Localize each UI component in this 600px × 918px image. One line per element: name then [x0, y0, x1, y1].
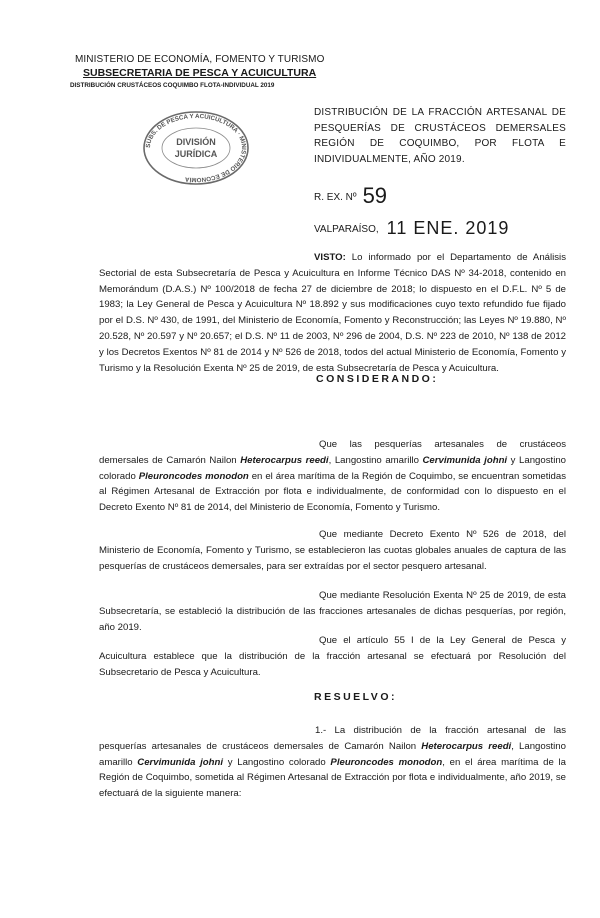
species-name: Cervimunida johni — [422, 454, 508, 466]
considerando-paragraph-3: Que mediante Resolución Exenta Nº 25 de 2019, de esta Subsecretaría, se estableció la distribución de las fracciones artesanales de dichas pesquerías, por región, año 2019. — [99, 590, 566, 633]
text-run: y Langostino colorado — [223, 756, 331, 768]
considerando-paragraph-2: Que mediante Decreto Exento Nº 526 de 2018, del Ministerio de Economía, Fomento y Turismo, se establecieron las cuotas globales anuales de captura de las pesquerías de crustáceos demersales, para ser extraídas por el sector pesquero artesanal. — [99, 529, 566, 572]
place-date-line — [314, 218, 509, 239]
text-run: en el área marítima de la Región de Coquimbo, se encuentran sometidas al Régimen Artesanal de Extracción por flota e individualmente, de conformidad con lo dispuesto en el Decreto Exento Nº 81 de 2014, del Ministerio de Economía, Fomento y Turismo. — [99, 470, 566, 514]
resolution-label: R. EX. Nº — [314, 192, 357, 203]
subject-line: DISTRIBUCIÓN CRUSTÁCEOS COQUIMBO FLOTA-INDIVIDUAL 2019 — [70, 82, 275, 89]
text-run: 1.- La distribución de la fracción artesanal de las pesquerías artesanales de crustáceos demersales de Camarón Nailon — [99, 725, 566, 752]
resuelvo-paragraph-1 — [99, 723, 566, 802]
place-label: VALPARAÍSO, — [314, 224, 379, 235]
text-run: , Langostino amarillo — [328, 454, 423, 466]
considerando-paragraph-1 — [99, 437, 566, 516]
considerando-paragraph-4: Que el artículo 55 I de la Ley General de Pesca y Acuicultura establece que la distribución de la fracción artesanal se efectuará por Resolución del Subsecretario de Pesca y Acuicultura. — [99, 635, 566, 678]
resuelvo-heading: RESUELVO: — [314, 691, 397, 703]
species-name: Cervimunida johni — [137, 756, 224, 768]
species-name: Pleuroncodes monodon — [330, 756, 443, 768]
resolution-number: 59 — [362, 183, 388, 208]
species-name: Pleuroncodes monodon — [138, 470, 249, 482]
division-juridica-stamp — [140, 108, 252, 188]
subsecretaria-heading: SUBSECRETARIA DE PESCA Y ACUICULTURA — [83, 67, 317, 79]
text-run: , Langostino amarillo — [99, 740, 566, 768]
stamp-center-line1: DIVISIÓN — [176, 137, 216, 147]
stamp-ring-text: SUBS. DE PESCA Y ACUICULTURA · MINISTERIO DE ECONOMÍA — [144, 112, 248, 184]
visto-label: VISTO: — [314, 252, 346, 263]
text-run: Que las pesquerías artesanales de crustáceos demersales de Camarón Nailon — [99, 439, 566, 466]
considerando-heading: CONSIDERANDO: — [316, 373, 439, 385]
visto-text: Lo informado por el Departamento de Análisis Sectorial de esta Subsecretaría de Pesca y Acuicultura en Informe Técnico DAS Nº 34-2018, contenido en Memorándum (D.A.S.) Nº 100/2018 de fecha 27 de diciembre de 2018; lo dispuesto en el D.F.L. Nº 5 de 1983; la Ley General de Pesca y Acuicultura Nº 18.892 y sus modificaciones cuyo texto refundido fue fijado por el D.S. Nº 430, de 1991, del Ministerio de Economía, Fomento y Reconstrucción; las Leyes Nº 19.880, Nº 20.528, Nº 20.597 y Nº 20.657; el D.S. Nº 11 de 2003, Nº 296 de 2004, D.S. Nº 223 de 2010, Nº 138 de 2012 y los Decretos Exentos Nº 81 de 2014 y Nº 526 de 2018, todos del actual Ministerio de Economía, Fomento y Turismo y la Resolución Exenta Nº 25 de 2019, de esta Subsecretaría de Pesca y Acuicultura. — [99, 252, 566, 374]
stamp-center-line2: JURÍDICA — [174, 149, 218, 159]
species-name: Heterocarpus reedi — [240, 454, 329, 466]
text-run: , en el área marítima de la Región de Coquimbo, sometida al Régimen Artesanal de Extracción por flota e individualmente, año 2019, se efectuará de la siguiente manera: — [99, 756, 566, 800]
species-name: Heterocarpus reedi — [421, 740, 512, 752]
ministry-heading: MINISTERIO DE ECONOMÍA, FOMENTO Y TURISMO — [75, 54, 325, 65]
resolution-date: 11 ENE. 2019 — [386, 218, 510, 238]
visto-paragraph — [99, 250, 566, 376]
resolution-number-line — [314, 183, 387, 209]
text-run: y Langostino colorado — [99, 454, 566, 482]
document-title: DISTRIBUCIÓN DE LA FRACCIÓN ARTESANAL DE PESQUERÍAS DE CRUSTÁCEOS DEMERSALES REGIÓN DE COQUIMBO, POR FLOTA E INDIVIDUALMENTE, AÑO 2019. — [314, 107, 566, 165]
